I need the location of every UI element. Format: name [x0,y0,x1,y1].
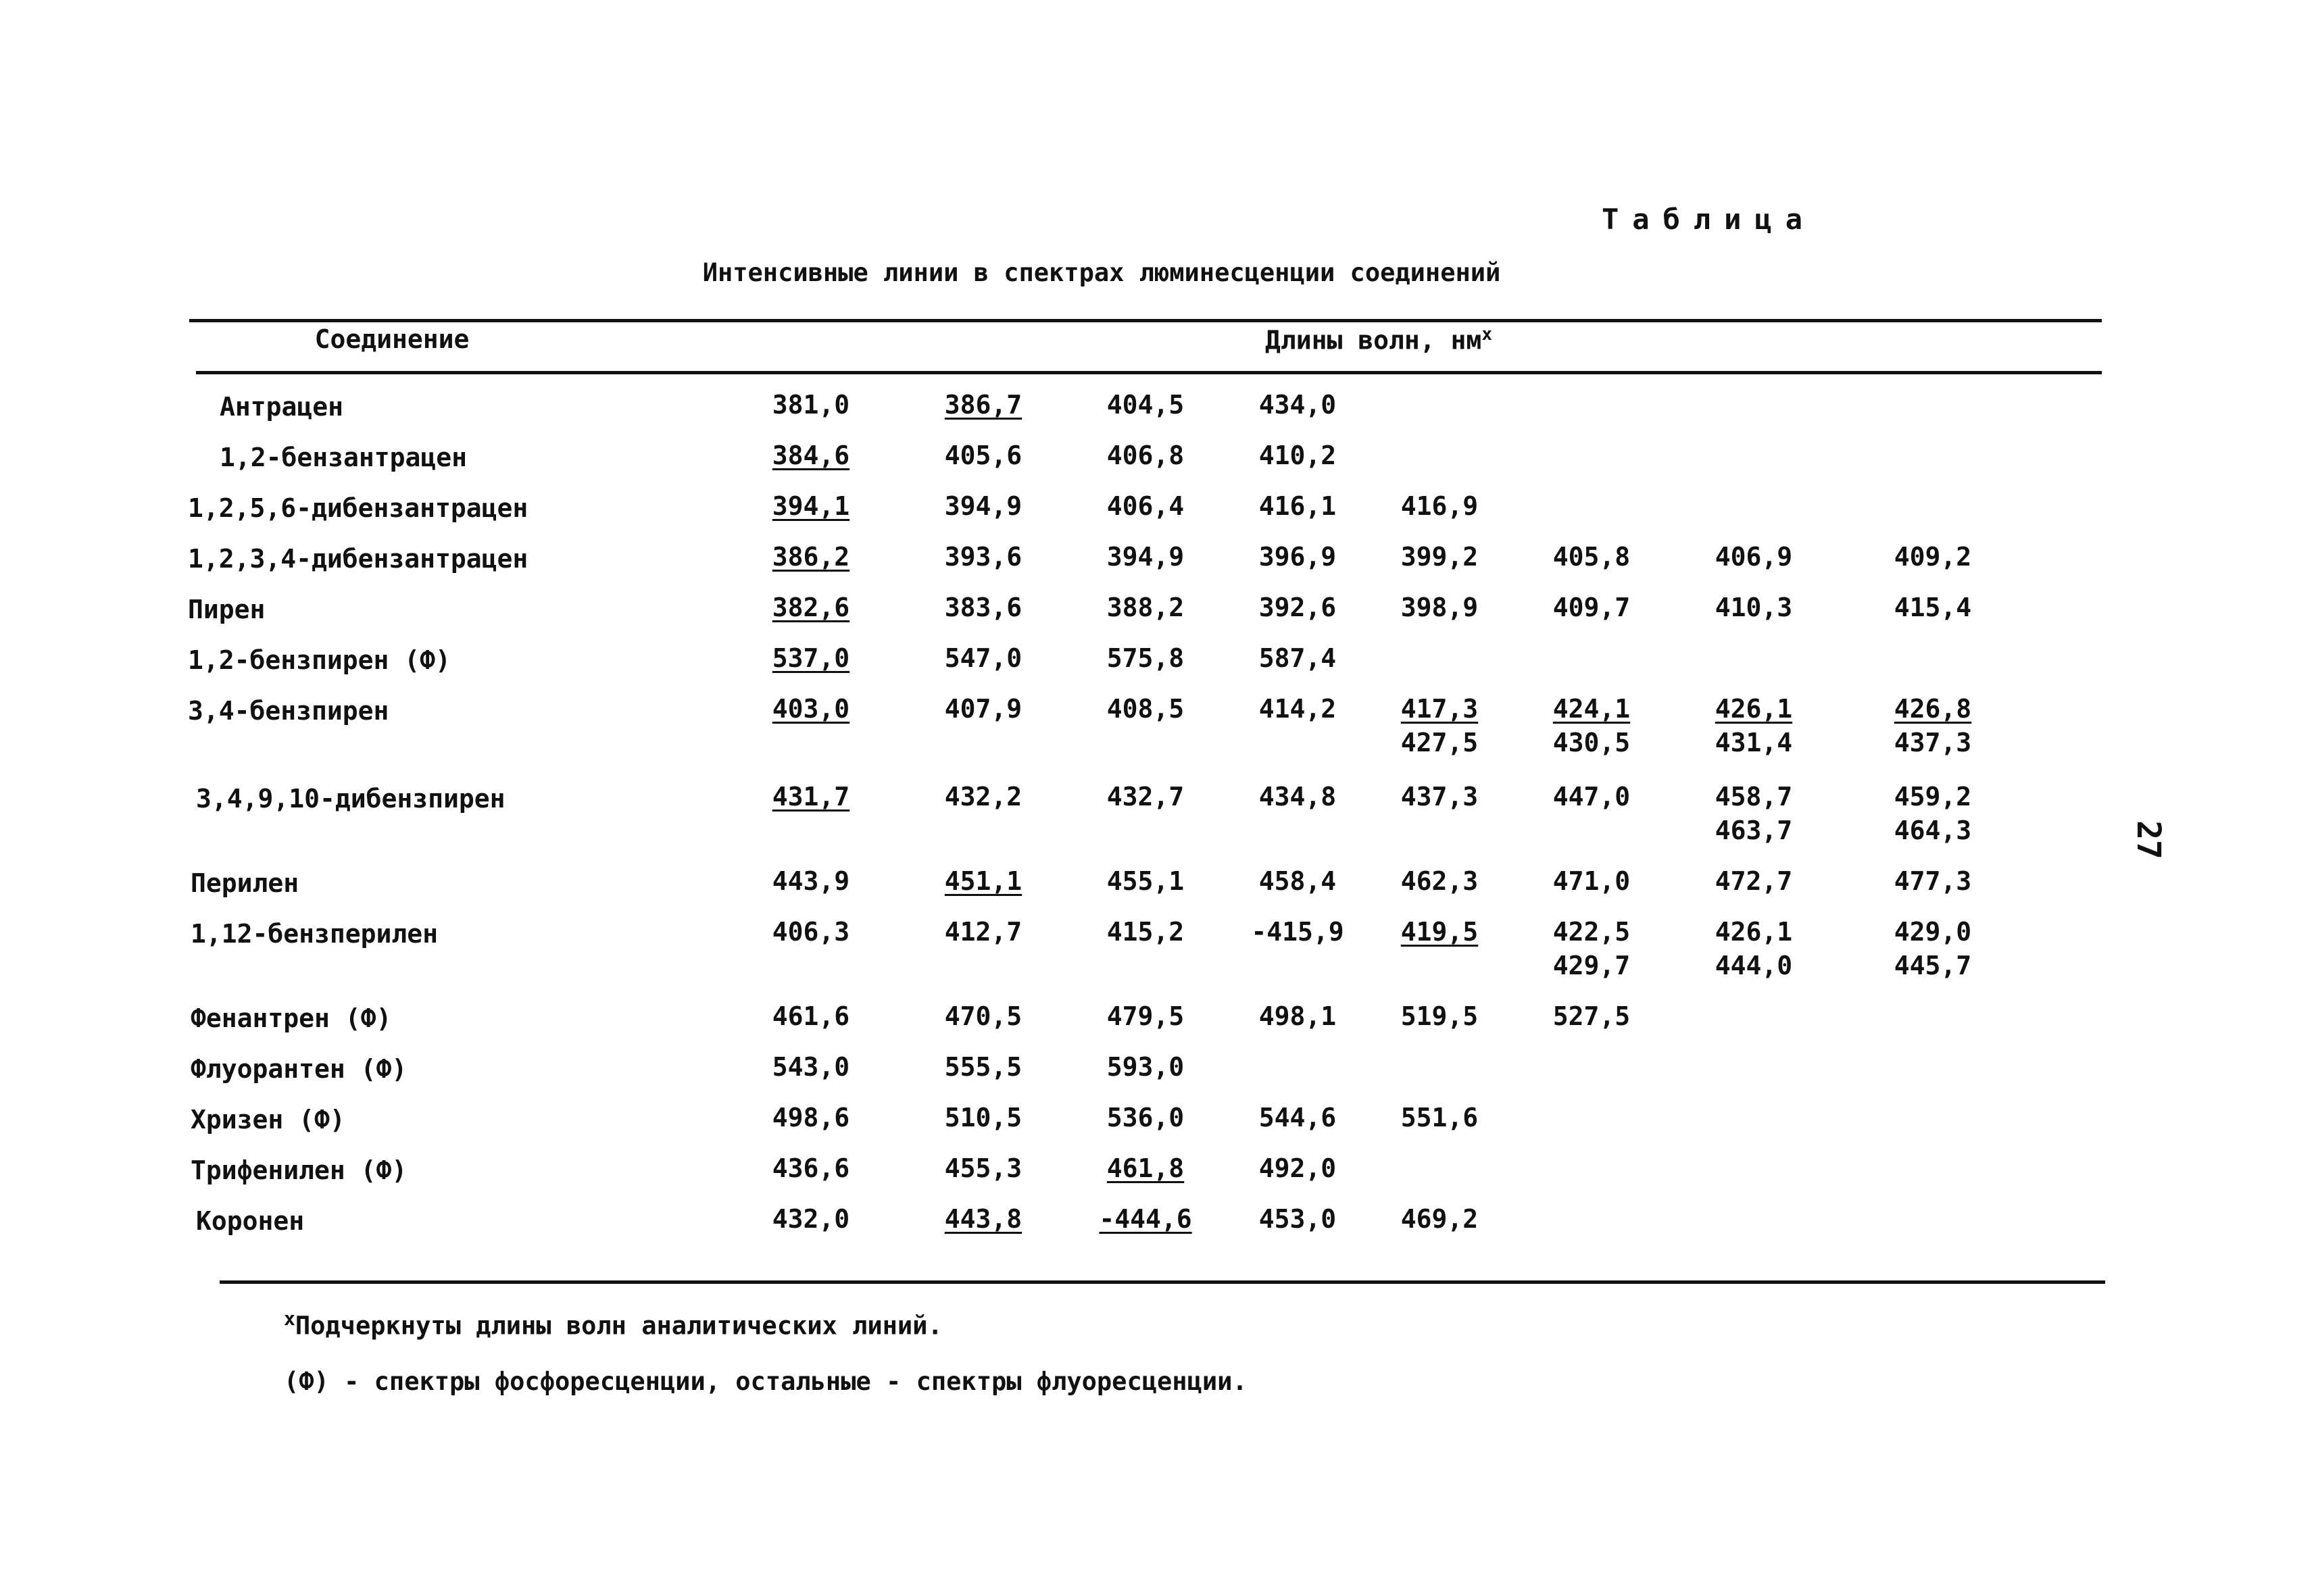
header-wavelengths-label: Длины волн, нм [1265,325,1482,355]
wavelength-value: 417,3 [1400,694,1479,724]
wavelength-value: 510,5 [944,1103,1023,1132]
wavelength-value: 426,1 [1715,694,1793,724]
wavelength-cell [740,439,882,472]
wavelength-value: 443,9 [772,866,850,896]
compound-name: 1,12-бензперилен [191,919,439,949]
wavelength-value: 444,0 [1715,951,1793,980]
wavelength-value: 422,5 [1552,917,1631,947]
wavelength-cell [1862,864,2004,898]
wavelength-cell [1521,540,1663,574]
wavelength-value: 383,6 [944,593,1023,622]
wavelength-value: 455,1 [1106,866,1185,896]
wavelength-cell [1862,915,2004,982]
wavelength-cell [1075,692,1216,726]
compound-name: Пирен [188,595,266,624]
wavelength-cell [912,388,1054,422]
wavelength-value: 432,2 [944,782,1023,812]
wavelength-value: 408,5 [1106,694,1185,724]
wavelength-cell [1369,780,1510,814]
header-footnote-mark: x [1481,324,1492,345]
wavelength-cell [740,641,882,675]
wavelength-value: 424,1 [1552,694,1631,724]
wavelength-cell [1075,641,1216,675]
compound-name: 1,2-бензпирен (Ф) [188,645,451,675]
wavelength-value: 403,0 [772,694,850,724]
wavelength-value: 426,8 [1894,694,1972,724]
wavelength-value: 410,3 [1715,593,1793,622]
wavelength-cell [740,388,882,422]
footnote-1 [284,1307,1248,1340]
wavelength-value: 406,8 [1106,441,1185,470]
wavelength-value: 431,7 [772,782,850,812]
header-compound: Соединение [314,324,470,354]
wavelength-value: 458,4 [1258,866,1337,896]
wavelength-value: 416,9 [1400,491,1479,521]
wavelength-cell [1075,1151,1216,1185]
wavelength-cell [1227,692,1369,726]
wavelength-cell [912,540,1054,574]
wavelength-value: 381,0 [772,390,850,420]
wavelength-cell [912,1202,1054,1236]
compound-name: Трифенилен (Ф) [191,1155,408,1185]
wavelength-value: 392,6 [1258,593,1337,622]
wavelength-cell [912,489,1054,523]
wavelength-cell [912,692,1054,726]
compound-name: 3,4-бензпирен [188,696,389,726]
wavelength-cell [1075,591,1216,624]
wavelength-value: 429,0 [1894,917,1972,947]
wavelength-cell [1227,439,1369,472]
wavelength-value: 432,0 [772,1204,850,1234]
wavelength-value: 437,3 [1400,782,1479,812]
wavelength-cell [1521,780,1663,814]
wavelength-cell [912,591,1054,624]
wavelength-cell [1683,540,1825,574]
wavelength-value: 469,2 [1400,1204,1479,1234]
wavelength-cell [1369,489,1510,523]
wavelength-cell [740,1151,882,1185]
wavelength-cell [1075,915,1216,949]
wavelength-value: 409,7 [1552,593,1631,622]
footnote-mark: x [284,1307,295,1330]
wavelength-value: 384,6 [772,441,850,470]
compound-name: 1,2,3,4-дибензантрацен [188,544,528,574]
wavelength-cell [740,489,882,523]
wavelength-value: 431,4 [1715,728,1793,757]
wavelength-value: 415,4 [1894,593,1972,622]
wavelength-cell [1075,489,1216,523]
wavelength-cell [912,915,1054,949]
wavelength-value: 405,6 [944,441,1023,470]
wavelength-cell [1683,864,1825,898]
wavelength-cell [740,1202,882,1236]
wavelength-value: 419,5 [1400,917,1479,947]
wavelength-cell [1227,489,1369,523]
compound-name: Перилен [191,868,299,898]
wavelength-value: 498,6 [772,1103,850,1132]
wavelength-value: -415,9 [1251,917,1344,947]
wavelength-cell [740,915,882,949]
wavelength-cell [1075,999,1216,1033]
wavelength-value: 498,1 [1258,1001,1337,1031]
wavelength-value: 544,6 [1258,1103,1337,1132]
wavelength-value: 432,7 [1106,782,1185,812]
wavelength-cell [1227,864,1369,898]
wavelength-value: 527,5 [1552,1001,1631,1031]
wavelength-cell [1521,864,1663,898]
wavelength-value: 412,7 [944,917,1023,947]
wavelength-cell [740,999,882,1033]
wavelength-value: 394,1 [772,491,850,521]
wavelength-cell [1369,1202,1510,1236]
wavelength-value: 396,9 [1258,542,1337,572]
wavelength-cell [912,780,1054,814]
wavelength-value: -444,6 [1099,1204,1192,1234]
wavelength-cell [1521,915,1663,982]
wavelength-value: 551,6 [1400,1103,1479,1132]
wavelength-value: 388,2 [1106,593,1185,622]
wavelength-value: 470,5 [944,1001,1023,1031]
table-label: Таблица [1602,203,1817,236]
wavelength-cell [1369,692,1510,759]
wavelength-cell [912,1050,1054,1084]
wavelength-cell [1075,780,1216,814]
wavelength-value: 536,0 [1106,1103,1185,1132]
wavelength-value: 587,4 [1258,643,1337,673]
wavelength-value: 426,1 [1715,917,1793,947]
wavelength-value: 386,2 [772,542,850,572]
wavelength-cell [740,864,882,898]
wavelength-cell [740,540,882,574]
compound-name: Хризен (Ф) [191,1105,345,1134]
wavelength-cell [1683,915,1825,982]
wavelength-cell [1862,692,2004,759]
wavelength-cell [912,641,1054,675]
wavelength-value: 430,5 [1552,728,1631,757]
wavelength-cell [912,439,1054,472]
wavelength-value: 436,6 [772,1153,850,1183]
table-caption: Интенсивные линии в спектрах люминесценции соединений [702,258,1501,287]
wavelength-value: 404,5 [1106,390,1185,420]
compound-name: Фенантрен (Ф) [191,1003,392,1033]
footnote-2: (Ф) - спектры фосфоресценции, остальные - спектры флуоресценции. [284,1367,1248,1397]
wavelength-cell [1683,591,1825,624]
wavelength-value: 472,7 [1715,866,1793,896]
wavelength-value: 415,2 [1106,917,1185,947]
wavelength-value: 464,3 [1894,816,1972,845]
wavelength-cell [1227,1202,1369,1236]
page-number: 27 [2129,820,2167,859]
wavelength-cell [1227,780,1369,814]
wavelength-cell [740,1101,882,1134]
wavelength-value: 434,8 [1258,782,1337,812]
wavelength-cell [740,692,882,726]
wavelength-value: 399,2 [1400,542,1479,572]
wavelength-value: 575,8 [1106,643,1185,673]
wavelength-value: 394,9 [944,491,1023,521]
wavelength-cell [1227,540,1369,574]
compound-name: Антрацен [220,392,344,422]
compound-name: 3,4,9,10-дибензпирен [196,784,506,814]
wavelength-cell [1227,999,1369,1033]
wavelength-value: 593,0 [1106,1052,1185,1082]
wavelength-value: 453,0 [1258,1204,1337,1234]
wavelength-cell [1521,692,1663,759]
wavelength-value: 437,3 [1894,728,1972,757]
wavelength-cell [1862,780,2004,847]
wavelength-value: 434,0 [1258,390,1337,420]
wavelength-cell [1227,1151,1369,1185]
compound-name: 1,2-бензантрацен [220,443,468,472]
wavelength-value: 429,7 [1552,951,1631,980]
wavelength-cell [1369,591,1510,624]
top-rule [189,319,2102,322]
wavelength-value: 471,0 [1552,866,1631,896]
wavelength-value: 443,8 [944,1204,1023,1234]
wavelength-value: 455,3 [944,1153,1023,1183]
wavelength-value: 410,2 [1258,441,1337,470]
wavelength-value: 394,9 [1106,542,1185,572]
compound-name: 1,2,5,6-дибензантрацен [188,493,528,523]
wavelength-value: 416,1 [1258,491,1337,521]
wavelength-cell [1075,1050,1216,1084]
wavelength-value: 451,1 [944,866,1023,896]
wavelength-cell [1521,591,1663,624]
wavelength-cell [740,1050,882,1084]
wavelength-value: 479,5 [1106,1001,1185,1031]
wavelength-value: 459,2 [1894,782,1972,812]
wavelength-value: 462,3 [1400,866,1479,896]
wavelength-cell [1227,1101,1369,1134]
wavelength-cell [912,999,1054,1033]
wavelength-cell [740,591,882,624]
wavelength-value: 547,0 [944,643,1023,673]
wavelength-value: 405,8 [1552,542,1631,572]
wavelength-cell [1369,915,1510,949]
wavelength-value: 519,5 [1400,1001,1479,1031]
header-wavelengths [1122,324,1635,355]
wavelength-cell [1075,388,1216,422]
compound-name: Коронен [196,1206,305,1236]
wavelength-cell [1075,1202,1216,1236]
wavelength-cell [1369,540,1510,574]
wavelength-cell [1227,915,1369,949]
wavelength-value: 409,2 [1894,542,1972,572]
wavelength-cell [740,780,882,814]
wavelength-cell [1369,1101,1510,1134]
wavelength-value: 447,0 [1552,782,1631,812]
wavelength-value: 463,7 [1715,816,1793,845]
wavelength-value: 406,3 [772,917,850,947]
wavelength-cell [1227,591,1369,624]
wavelength-cell [912,1101,1054,1134]
wavelength-value: 427,5 [1400,728,1479,757]
wavelength-cell [912,1151,1054,1185]
wavelength-cell [1075,540,1216,574]
wavelength-value: 543,0 [772,1052,850,1082]
wavelength-value: 492,0 [1258,1153,1337,1183]
wavelength-value: 393,6 [944,542,1023,572]
wavelength-value: 398,9 [1400,593,1479,622]
wavelength-cell [912,864,1054,898]
wavelength-value: 461,8 [1106,1153,1185,1183]
wavelength-cell [1683,780,1825,847]
wavelength-value: 537,0 [772,643,850,673]
wavelength-value: 461,6 [772,1001,850,1031]
wavelength-cell [1075,864,1216,898]
wavelength-value: 555,5 [944,1052,1023,1082]
wavelength-value: 406,9 [1715,542,1793,572]
bottom-rule [220,1280,2105,1284]
wavelength-cell [1862,540,2004,574]
wavelength-value: 458,7 [1715,782,1793,812]
footnotes [284,1307,1248,1423]
wavelength-value: 414,2 [1258,694,1337,724]
wavelength-cell [1369,864,1510,898]
header-rule [196,371,2102,374]
wavelength-value: 445,7 [1894,951,1972,980]
wavelength-cell [1227,641,1369,675]
wavelength-cell [1369,999,1510,1033]
wavelength-cell [1075,439,1216,472]
wavelength-value: 382,6 [772,593,850,622]
wavelength-cell [1683,692,1825,759]
wavelength-value: 386,7 [944,390,1023,420]
wavelength-cell [1227,388,1369,422]
footnote-1-text: Подчеркнуты длины волн аналитических линий. [295,1311,943,1341]
wavelength-value: 477,3 [1894,866,1972,896]
compound-name: Флуорантен (Ф) [191,1054,408,1084]
wavelength-cell [1862,591,2004,624]
wavelength-value: 407,9 [944,694,1023,724]
wavelength-value: 406,4 [1106,491,1185,521]
wavelength-cell [1075,1101,1216,1134]
wavelength-cell [1521,999,1663,1033]
